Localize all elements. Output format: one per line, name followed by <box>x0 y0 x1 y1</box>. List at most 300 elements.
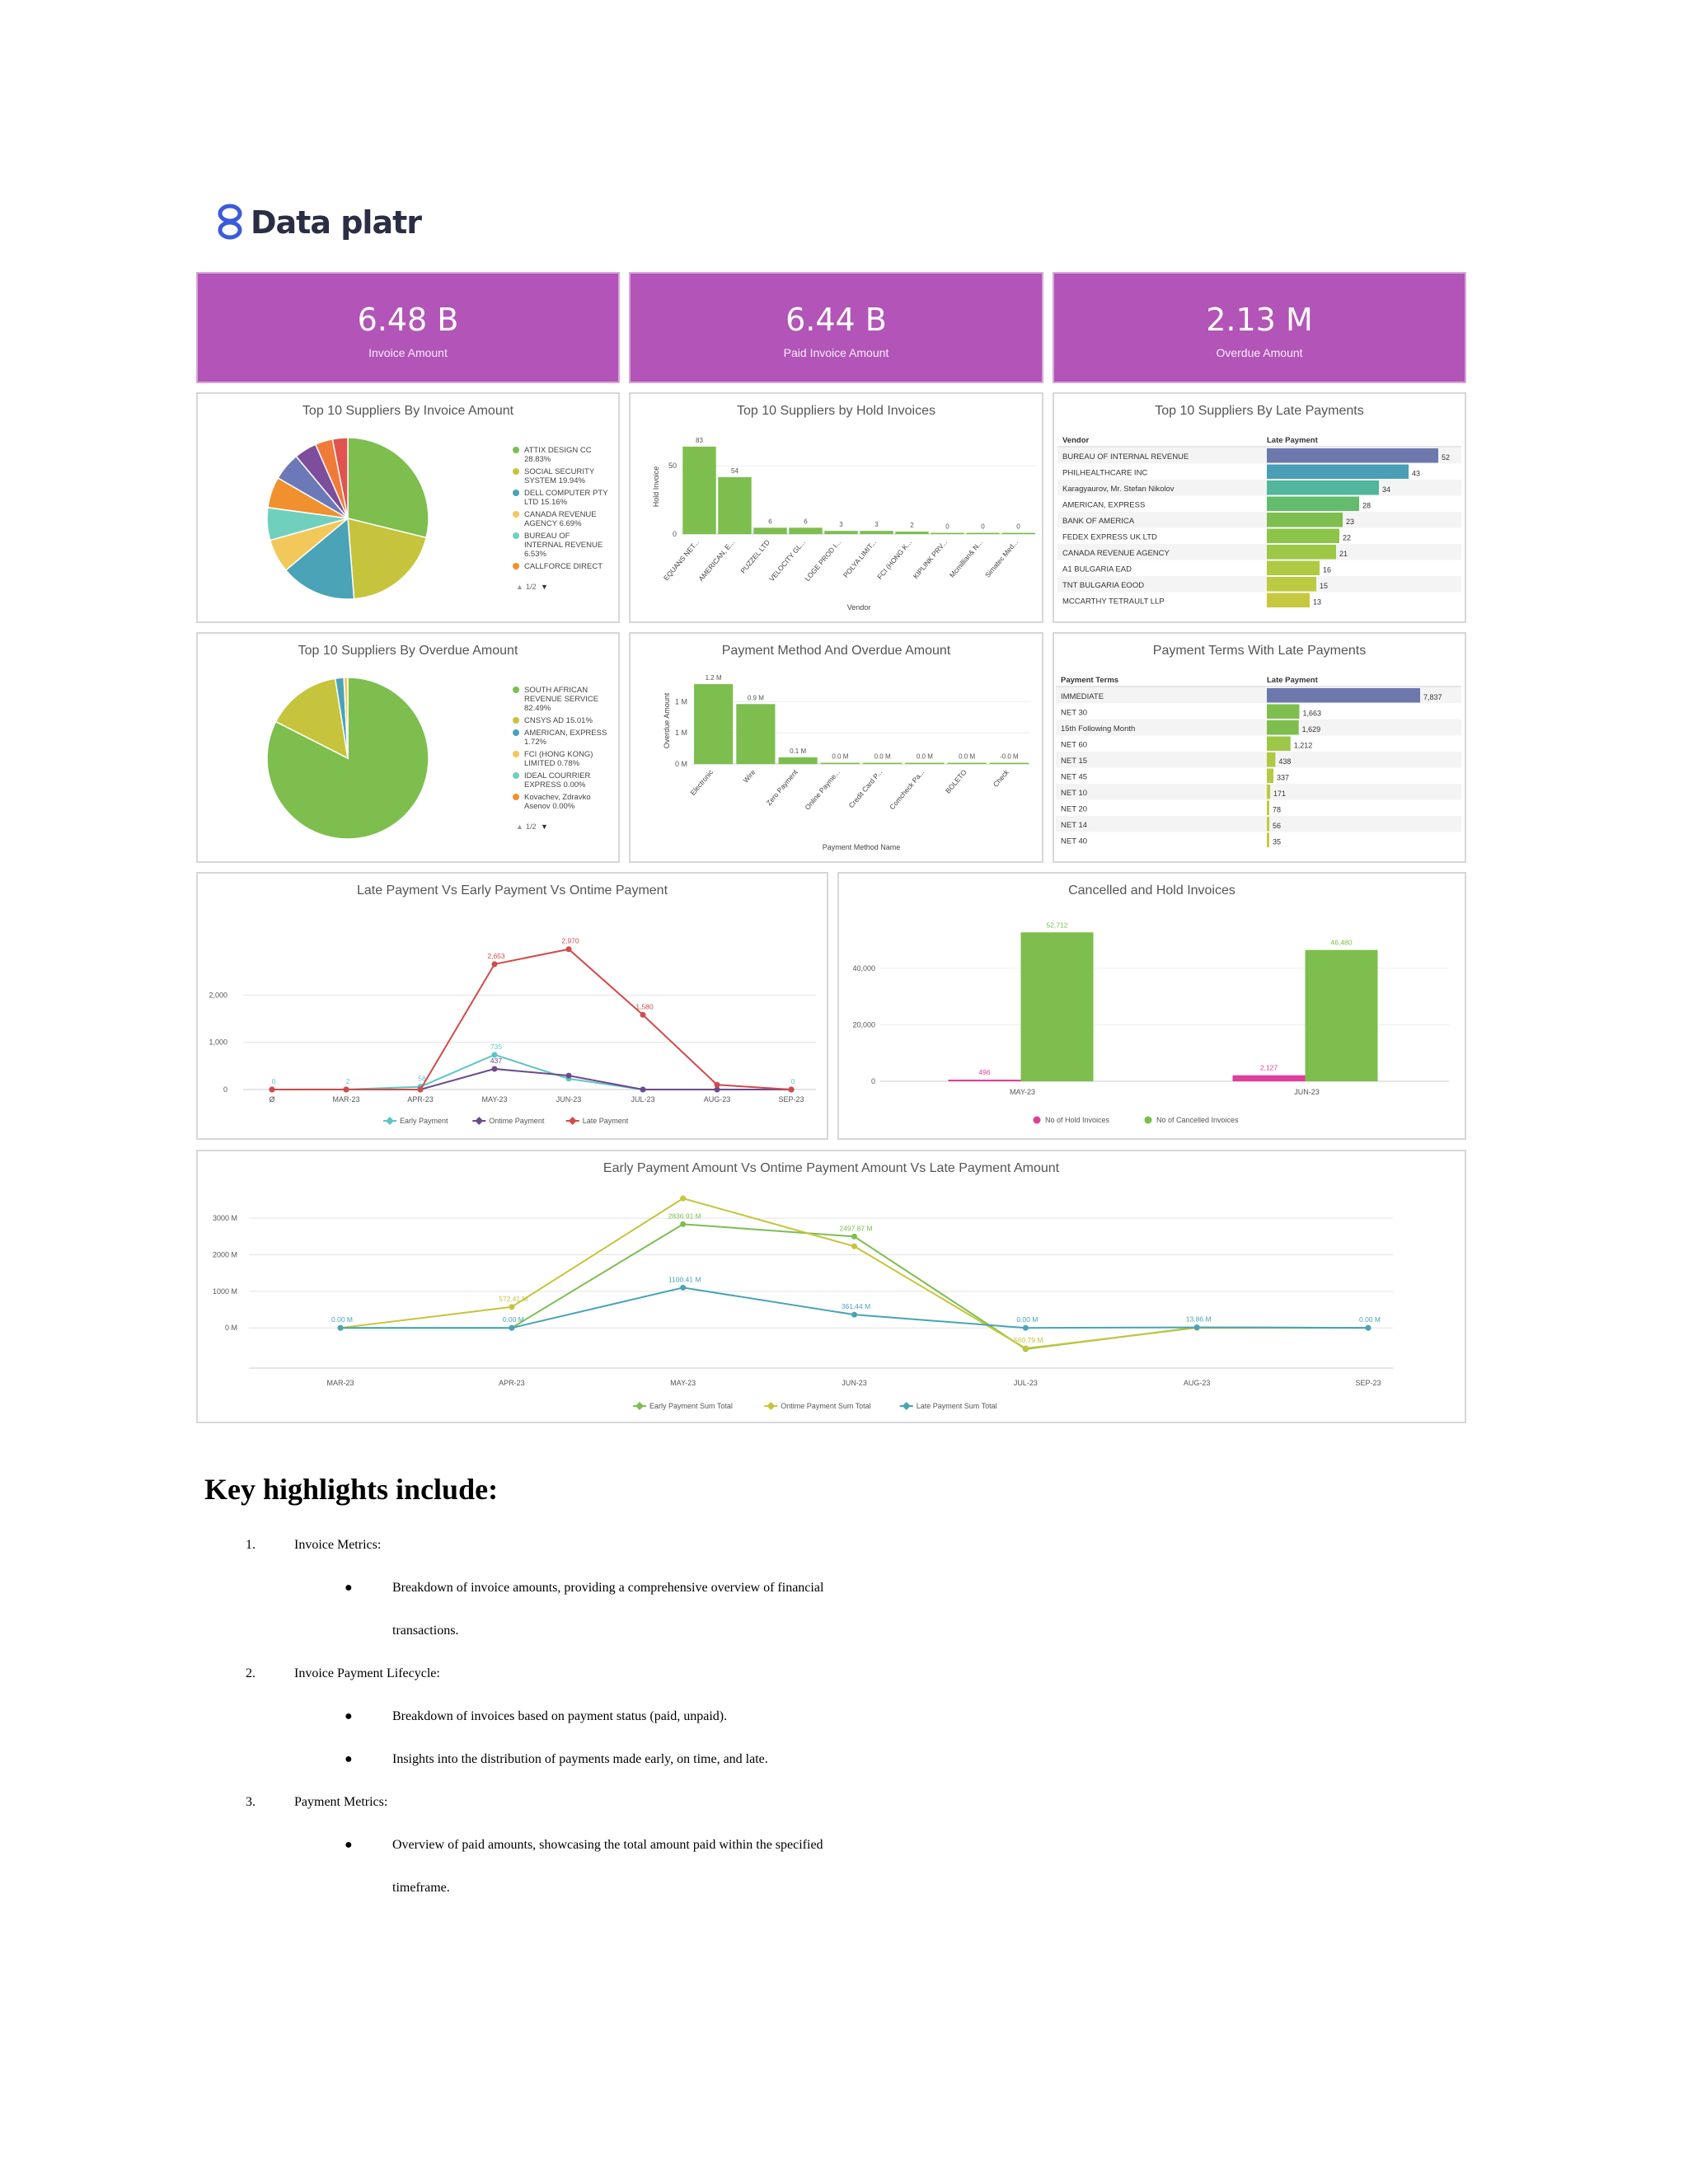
panel-late-early-ontime <box>196 872 828 1140</box>
x-tick-label: LOGE PROD I... <box>803 537 843 583</box>
panel-title: Top 10 Suppliers By Late Payments <box>1155 404 1364 418</box>
bar-value-label: 6 <box>804 518 808 526</box>
series-point <box>566 946 572 952</box>
bar-value-label: 0.9 M <box>747 694 764 702</box>
bar-value-label: 496 <box>978 1068 991 1076</box>
table-row <box>1056 784 1461 800</box>
table-bar <box>1267 513 1343 527</box>
legend-label: CNSYS AD 15.01% <box>524 716 593 725</box>
x-axis-label: Vendor <box>846 603 871 612</box>
data-label: 2,970 <box>561 936 579 945</box>
bar <box>1306 950 1378 1081</box>
series-point <box>492 961 498 967</box>
legend-label: Ontime Payment <box>489 1117 545 1125</box>
legend-marker <box>513 532 519 539</box>
bar-value-label: 0 <box>945 523 950 531</box>
table-bar <box>1267 593 1310 608</box>
y-tick-label: 2000 M <box>212 1250 237 1259</box>
x-tick-label: MAR-23 <box>332 1095 360 1104</box>
pie-chart-invoice-amount <box>198 394 618 621</box>
table-bar-value: 15 <box>1320 582 1329 591</box>
x-tick-label: Zero Payment <box>764 767 799 808</box>
x-tick-label: JUN-23 <box>1294 1088 1320 1096</box>
series-point <box>680 1285 686 1291</box>
data-label: 0.00 M <box>331 1315 353 1324</box>
legend-marker <box>513 447 519 453</box>
series-line <box>340 1224 1368 1349</box>
table-bar-value: 23 <box>1346 518 1355 527</box>
table-bar-value: 21 <box>1339 550 1348 559</box>
legend-label: SOUTH AFRICAN <box>524 686 588 695</box>
x-tick-label: EQUANS NET... <box>661 537 701 583</box>
table-bar-value: 337 <box>1276 773 1290 782</box>
x-tick-label: PUZZEL LTD <box>738 537 772 575</box>
legend-label: 28.83% <box>524 455 551 464</box>
legend-marker <box>513 687 519 693</box>
table-row <box>1056 816 1461 832</box>
series-point <box>640 1012 646 1018</box>
series-line <box>272 1069 791 1090</box>
panel-cancelled-hold <box>837 872 1466 1140</box>
bar-chart-hold-invoices <box>631 394 1042 621</box>
kpi-label: Invoice Amount <box>368 346 448 359</box>
series-point <box>1194 1324 1200 1330</box>
data-label: 735 <box>490 1042 503 1051</box>
x-tick-label: Mcmillian& N... <box>947 537 985 579</box>
legend-label: Asenov 0.00% <box>524 802 575 811</box>
table-bar-value: 56 <box>1273 822 1282 831</box>
kpi-value: 6.48 B <box>357 302 459 338</box>
bullet-text: Breakdown of invoice amounts, providing a comprehensive overview of financial <box>392 1581 824 1595</box>
legend-marker <box>903 1402 911 1410</box>
series-point <box>851 1244 857 1249</box>
x-tick-label: SEP-23 <box>1355 1379 1381 1387</box>
table-cell-label: NET 15 <box>1061 757 1088 766</box>
pager-down-icon: ▼ <box>541 823 548 831</box>
table-cell-label: 15th Following Month <box>1061 724 1136 734</box>
series-point <box>418 1087 424 1093</box>
table-header: Payment Terms <box>1061 676 1119 685</box>
legend-label: SYSTEM 19.94% <box>524 476 585 485</box>
pager-up-icon: ▲ <box>516 823 523 831</box>
legend-marker <box>475 1117 483 1125</box>
series-point <box>492 1066 498 1071</box>
series-point <box>680 1221 686 1227</box>
panel-title: Late Payment Vs Early Payment Vs Ontime Payment <box>356 883 668 898</box>
table-bar <box>1267 752 1275 767</box>
bar-value-label: 0.0 M <box>874 752 891 761</box>
logo-text: Data platr <box>251 204 421 241</box>
kpi-label: Overdue Amount <box>1216 346 1303 359</box>
x-tick-label: JUN-23 <box>842 1379 867 1387</box>
bar-value-label: 3 <box>874 521 879 529</box>
line-chart-payment-amounts <box>198 1151 1465 1422</box>
table-header: Vendor <box>1062 436 1090 445</box>
bar-value-label: 46,480 <box>1330 938 1353 947</box>
table-bar <box>1267 577 1316 592</box>
x-tick-label: JUN-23 <box>556 1095 582 1104</box>
legend-marker <box>1145 1117 1152 1124</box>
bar-value-label: -0.0 M <box>1000 752 1019 761</box>
panel-title: Early Payment Amount Vs Ontime Payment Amount Vs Late Payment Amount <box>603 1161 1060 1175</box>
y-axis-label: Hold Invoice <box>652 466 660 508</box>
x-tick-label: Comcheck Pa... <box>888 767 926 812</box>
legend-label: AMERICAN, EXPRESS <box>524 729 607 738</box>
data-label: 58 <box>418 1074 426 1083</box>
panel-title: Top 10 Suppliers By Overdue Amount <box>298 644 518 658</box>
legend-label: Early Payment Sum Total <box>649 1402 733 1410</box>
legend-label: LIMITED 0.78% <box>524 759 580 768</box>
table-cell-label: NET 40 <box>1061 837 1088 846</box>
bar <box>948 763 987 765</box>
bullet-text-continued: transactions. <box>392 1624 459 1638</box>
data-label: 0.00 M <box>502 1315 524 1324</box>
data-label: 13.86 M <box>1185 1315 1212 1324</box>
legend-marker <box>513 490 519 496</box>
kpi-invoice-amount <box>196 272 620 383</box>
series-line <box>340 1198 1368 1348</box>
y-tick-label: 20,000 <box>852 1020 875 1029</box>
table-bar-value: 28 <box>1362 501 1372 510</box>
series-point <box>566 1073 572 1079</box>
series-point <box>270 1087 275 1093</box>
bar <box>905 763 944 765</box>
bullet-icon: ● <box>345 1581 353 1595</box>
x-tick-label: BOLETO <box>943 767 968 795</box>
x-tick-label: Wire <box>741 767 757 785</box>
panel-suppliers-invoice-amount <box>196 392 620 623</box>
table-bar-value: 43 <box>1412 469 1421 478</box>
bar-value-label: 2 <box>910 522 914 529</box>
bar-value-label: 6 <box>768 518 772 526</box>
table-bar <box>1267 529 1339 544</box>
legend-label: CANADA REVENUE <box>524 510 597 519</box>
data-label: 0 <box>271 1077 276 1085</box>
bullet-icon: ● <box>345 1709 353 1723</box>
data-label: 437 <box>490 1056 503 1065</box>
legend-marker <box>386 1117 394 1125</box>
x-tick-label: Electronic <box>688 767 715 797</box>
data-label: 0.00 M <box>1359 1315 1381 1324</box>
bar <box>682 447 715 534</box>
legend-label: Early Payment <box>400 1117 448 1125</box>
list-item-title: Payment Metrics: <box>294 1795 388 1809</box>
data-label: 2 <box>345 1076 350 1085</box>
y-tick-label: 0 M <box>224 1324 237 1333</box>
bar-chart-payment-method <box>631 634 1042 861</box>
panel-title: Payment Method And Overdue Amount <box>721 644 951 658</box>
bar-value-label: 0 <box>981 523 985 531</box>
table-cell-label: BUREAU OF INTERNAL REVENUE <box>1062 452 1189 462</box>
kpi-value: 2.13 M <box>1206 302 1313 338</box>
table-cell-label: NET 60 <box>1061 740 1088 750</box>
table-bar <box>1267 705 1299 719</box>
y-tick-label: 0 <box>870 1077 875 1085</box>
legend-label: 82.49% <box>524 704 551 713</box>
bar-value-label: 0.0 M <box>832 752 849 761</box>
panel-title: Top 10 Suppliers by Hold Invoices <box>736 404 936 418</box>
bar-value-label: 0 <box>1016 523 1020 531</box>
series-point <box>715 1082 720 1088</box>
table-cell-label: TNT BULGARIA EOOD <box>1062 581 1145 591</box>
series-point <box>680 1196 686 1202</box>
series-point <box>1023 1346 1029 1352</box>
table-cell-label: AMERICAN, EXPRESS <box>1062 500 1146 510</box>
panel-suppliers-hold-invoices <box>629 392 1043 623</box>
bar-value-label: 83 <box>696 436 703 444</box>
logo-mark-icon <box>216 204 244 241</box>
series-point <box>640 1087 646 1093</box>
data-label: 0.00 M <box>1016 1315 1039 1324</box>
table-bar-value: 1,629 <box>1301 725 1321 734</box>
table-cell-label: MCCARTHY TETRAULT LLP <box>1062 597 1165 607</box>
table-payment-terms <box>1054 634 1465 861</box>
panel-payment-amounts <box>196 1150 1466 1423</box>
table-bar-value: 7,837 <box>1423 693 1442 702</box>
legend-label: 6.53% <box>524 550 546 559</box>
panel-suppliers-late-payments <box>1053 392 1466 623</box>
table-bar-value: 13 <box>1313 598 1322 607</box>
panel-suppliers-overdue-amount <box>196 632 620 863</box>
series-point <box>851 1312 857 1318</box>
x-tick-label: Credit Card P... <box>846 767 884 810</box>
table-cell-label: Karagyaurov, Mr. Stefan Nikolov <box>1062 485 1175 494</box>
series-point <box>509 1304 514 1310</box>
series-point <box>344 1087 349 1093</box>
legend-marker <box>513 729 519 736</box>
legend-pager: 1/2 <box>526 583 537 591</box>
bullet-icon: ● <box>345 1752 353 1766</box>
table-bar-value: 34 <box>1382 485 1391 494</box>
data-label: 1100.41 M <box>668 1275 701 1284</box>
bar-value-label: 1.2 M <box>705 674 722 682</box>
bar <box>895 532 928 534</box>
list-item-title: Invoice Payment Lifecycle: <box>294 1666 440 1680</box>
x-axis-label: Payment Method Name <box>822 843 901 851</box>
legend-marker <box>635 1402 644 1410</box>
series-point <box>789 1087 795 1093</box>
table-bar-value: 22 <box>1343 533 1352 542</box>
bar-value-label: 54 <box>731 467 738 475</box>
legend-marker <box>1034 1117 1041 1124</box>
bar-value-label: 3 <box>839 521 843 529</box>
table-bar-value: 1,212 <box>1293 741 1313 750</box>
table-bar <box>1267 480 1379 495</box>
legend-marker <box>767 1402 775 1410</box>
legend-marker <box>513 563 519 569</box>
series-point <box>1366 1325 1372 1331</box>
table-bar-value: 438 <box>1278 757 1292 766</box>
y-tick-label: 1000 M <box>212 1286 237 1296</box>
bar <box>931 533 964 535</box>
y-tick-label: 3000 M <box>212 1214 237 1223</box>
x-tick-label: VELOCITY GL... <box>767 537 808 583</box>
x-tick-label: FCI (HONG K... <box>875 537 914 581</box>
table-cell-label: NET 10 <box>1061 789 1088 799</box>
list-item-number: 1. <box>246 1538 256 1552</box>
y-tick-label: 50 <box>668 462 677 471</box>
table-bar <box>1267 785 1270 799</box>
bullet-icon: ● <box>345 1838 353 1852</box>
table-late-payments <box>1054 394 1465 621</box>
panel-payment-method-overdue <box>629 632 1043 863</box>
table-bar <box>1267 737 1291 752</box>
legend-label: No of Cancelled Invoices <box>1156 1116 1239 1124</box>
x-tick-label: MAY-23 <box>670 1379 696 1387</box>
panel-payment-terms-late <box>1053 632 1466 863</box>
table-bar <box>1267 688 1420 703</box>
bar <box>990 763 1029 765</box>
y-tick-label: 1 M <box>674 729 687 738</box>
data-label: 572.41 M <box>499 1294 528 1303</box>
x-tick-label: JUL-23 <box>1013 1379 1038 1387</box>
legend-marker <box>513 468 519 475</box>
x-tick-label: MAY-23 <box>1009 1088 1036 1096</box>
table-bar <box>1267 497 1359 512</box>
logo <box>216 198 421 247</box>
bar <box>863 763 902 765</box>
bar <box>694 684 733 764</box>
x-tick-label: AUG-23 <box>703 1095 731 1104</box>
table-cell-label: CANADA REVENUE AGENCY <box>1062 549 1170 559</box>
legend-label: No of Hold Invoices <box>1045 1116 1110 1124</box>
y-tick-label: 2,000 <box>209 991 227 1000</box>
document-body <box>204 1472 1490 1507</box>
y-tick-label: 0 M <box>674 760 687 768</box>
bar <box>860 531 893 534</box>
table-bar <box>1267 833 1269 848</box>
bar <box>966 533 999 535</box>
table-bar-value: 35 <box>1273 837 1282 846</box>
legend-label: REVENUE SERVICE <box>524 695 599 704</box>
x-tick-label: JUL-23 <box>631 1095 655 1104</box>
y-tick-label: 1 M <box>674 697 687 706</box>
doc-heading: Key highlights include: <box>204 1473 499 1506</box>
legend-label: Late Payment Sum Total <box>916 1402 997 1410</box>
table-cell-label: IMMEDIATE <box>1061 692 1104 702</box>
bar <box>1233 1076 1306 1081</box>
table-row <box>1056 752 1461 768</box>
y-tick-label: 0 <box>672 530 677 538</box>
table-cell-label: A1 BULGARIA EAD <box>1062 565 1132 574</box>
table-bar <box>1267 448 1438 463</box>
legend-label: FCI (HONG KONG) <box>524 750 593 759</box>
table-header: Late Payment <box>1267 676 1318 685</box>
x-tick-label: Check <box>991 767 1010 789</box>
x-tick-label: Online Payme... <box>803 767 842 812</box>
bar <box>718 477 751 534</box>
bar-value-label: 0.0 M <box>959 752 976 761</box>
legend-label: CALLFORCE DIRECT <box>524 562 603 571</box>
legend-marker <box>513 511 519 518</box>
legend-label: Late Payment <box>582 1117 629 1125</box>
panel-title: Cancelled and Hold Invoices <box>1068 883 1236 898</box>
table-bar-value: 16 <box>1323 565 1332 574</box>
legend-label: IDEAL COURRIER <box>524 771 591 780</box>
legend-label: LTD 15.16% <box>524 498 568 507</box>
series-point <box>851 1234 857 1240</box>
table-cell-label: NET 14 <box>1061 821 1088 831</box>
x-tick-label: APR-23 <box>499 1379 525 1387</box>
table-bar <box>1267 817 1269 832</box>
x-tick-label: Simatec Med... <box>982 537 1020 579</box>
y-tick-label: 40,000 <box>852 963 875 972</box>
kpi-label: Paid Invoice Amount <box>783 346 889 359</box>
legend-label: 1.72% <box>524 738 546 747</box>
list-item-number: 2. <box>246 1666 256 1680</box>
bar-value-label: 52,712 <box>1046 921 1068 930</box>
x-tick-label: KIPLINK PRV... <box>911 537 950 581</box>
bar <box>1021 932 1094 1081</box>
x-tick-label: APR-23 <box>407 1095 434 1104</box>
line-chart-payment-counts <box>198 874 827 1138</box>
bar-value-label: 2,127 <box>1259 1063 1278 1072</box>
legend-label: Ontime Payment Sum Total <box>781 1402 871 1410</box>
panel-title: Payment Terms With Late Payments <box>1152 644 1367 658</box>
x-tick-label: AUG-23 <box>1183 1379 1211 1387</box>
legend-marker <box>569 1117 577 1125</box>
bullet-text: Breakdown of invoices based on payment status (paid, unpaid). <box>392 1709 728 1723</box>
table-bar <box>1267 769 1273 784</box>
legend-label: EXPRESS 0.00% <box>524 780 586 790</box>
legend-marker <box>513 794 519 800</box>
list-item-number: 3. <box>246 1795 256 1809</box>
bar-value-label: 0.1 M <box>790 747 807 755</box>
y-tick-label: 0 <box>223 1085 227 1094</box>
panel-title: Top 10 Suppliers By Invoice Amount <box>302 404 514 418</box>
table-bar-value: 78 <box>1273 805 1282 814</box>
kpi-overdue-amount <box>1053 272 1466 383</box>
bar <box>736 704 775 764</box>
table-cell-label: BANK OF AMERICA <box>1062 517 1135 527</box>
table-cell-label: PHILHEALTHCARE INC <box>1062 468 1148 478</box>
legend-marker <box>513 717 519 724</box>
legend-marker <box>513 772 519 779</box>
bar <box>779 757 818 764</box>
table-bar <box>1267 465 1409 480</box>
x-tick-label: Ø <box>269 1095 275 1104</box>
bar <box>949 1080 1021 1081</box>
legend-pager: 1/2 <box>526 823 537 831</box>
list-item-title: Invoice Metrics: <box>294 1538 382 1552</box>
table-bar <box>1267 561 1320 576</box>
series-point <box>338 1325 344 1331</box>
data-label: 2836.91 M <box>668 1212 701 1221</box>
legend-label: BUREAU OF <box>524 532 570 541</box>
series-point <box>509 1325 514 1331</box>
series-point <box>1023 1325 1029 1331</box>
data-label: 2497.87 M <box>839 1224 873 1233</box>
legend-label: ATTIX DESIGN CC <box>524 446 592 455</box>
data-label: 1,580 <box>635 1002 654 1011</box>
x-tick-label: SEP-23 <box>778 1095 804 1104</box>
bar <box>824 531 857 534</box>
pager-down-icon: ▼ <box>541 583 548 591</box>
table-bar-value: 171 <box>1273 790 1287 799</box>
table-cell-label: FEDEX EXPRESS UK LTD <box>1062 532 1157 542</box>
legend-label: SOCIAL SECURITY <box>524 467 595 476</box>
series-line <box>272 949 791 1090</box>
data-label: -560.79 M <box>1011 1336 1043 1345</box>
table-cell-label: NET 30 <box>1061 708 1088 718</box>
legend-label: INTERNAL REVENUE <box>524 541 603 550</box>
legend-label: Kovachev, Zdravko <box>524 793 591 802</box>
table-cell-label: NET 20 <box>1061 804 1088 814</box>
kpi-value: 6.44 B <box>785 302 887 338</box>
bar-chart-cancelled-hold <box>839 874 1465 1138</box>
table-cell-label: NET 45 <box>1061 772 1088 782</box>
x-tick-label: AMERICAN, E... <box>696 537 737 583</box>
